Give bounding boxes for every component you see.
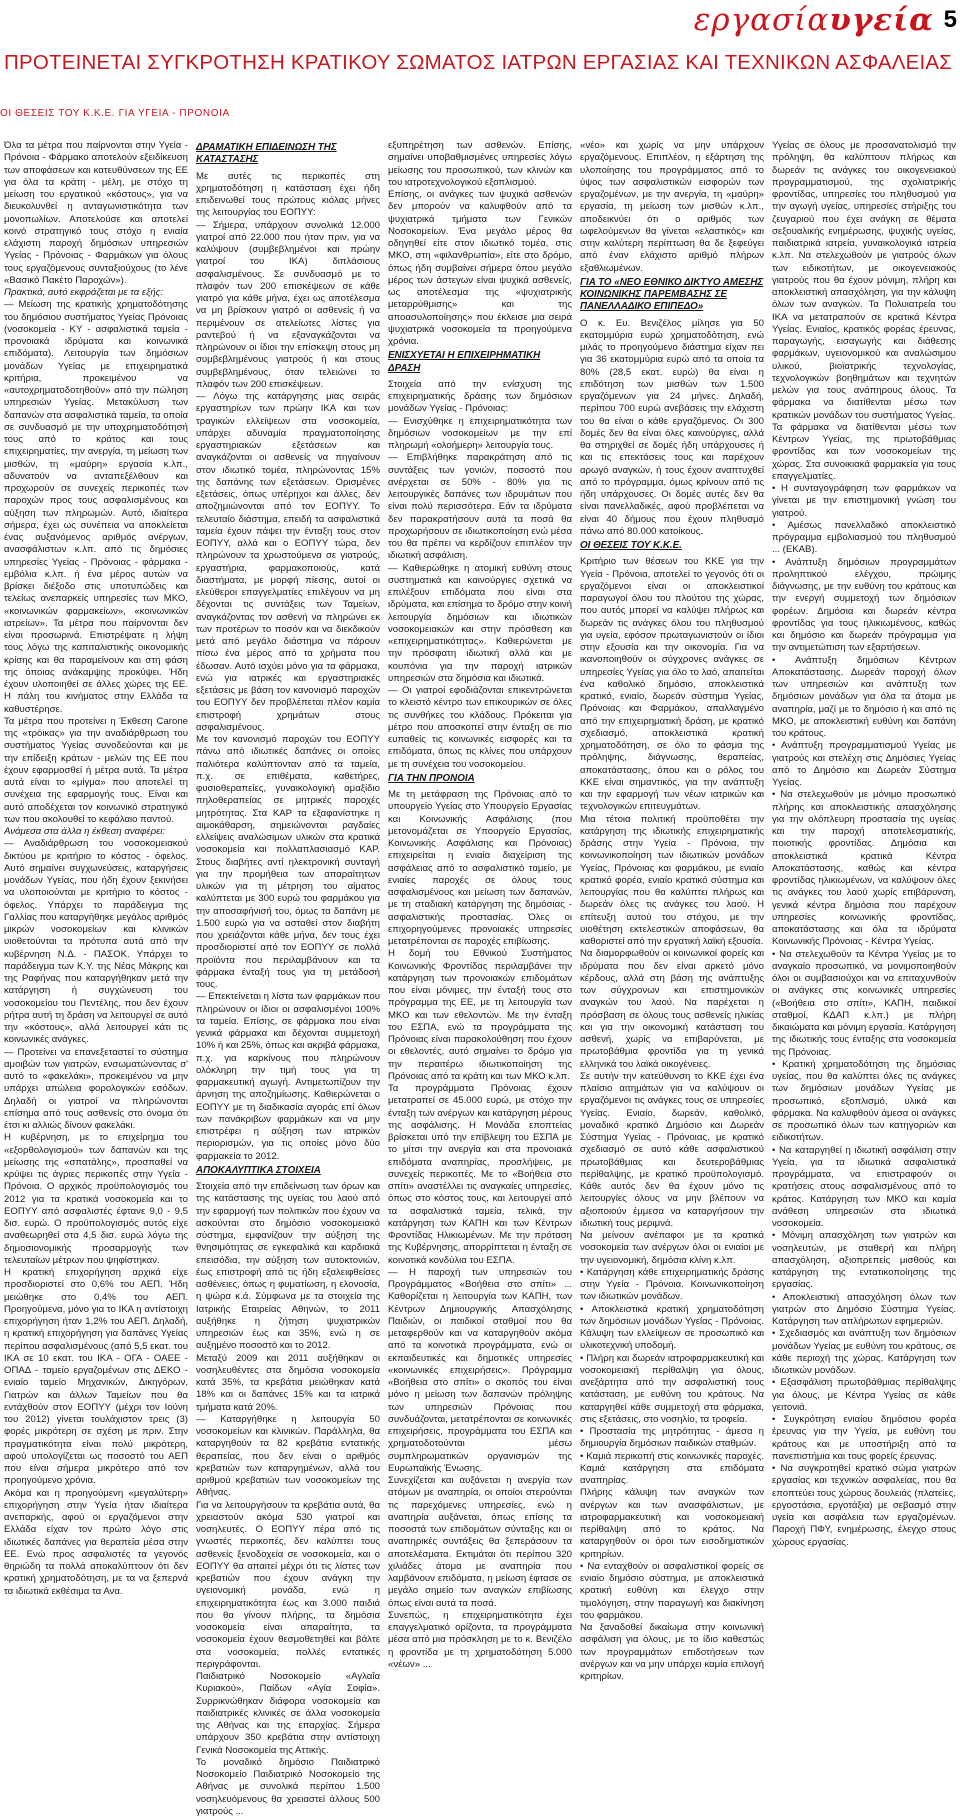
article-paragraph: • Ανάπτυξη προγραμματισμού Υγείας με γιατρούς και στελέχη στις Δημόσιες Υγείας από το Δημόσιο και Δωρεάν Σύστημα Υγείας. (772, 740, 956, 788)
section-heading: ΑΠΟΚΑΛΥΠΤΙΚΑ ΣΤΟΙΧΕΙΑ (196, 1164, 321, 1176)
article-paragraph: Ακόμα και η προηγούμενη «μεγαλύτερη» επιχορήγηση στην Υγεία ήταν ιδιαίτερα ανεπαρκής, αφού οι εργαζόμενοι στην Ελλάδα είχαν τον πρώτο λόγο στις ιδιωτικές δαπάνες για θεραπεία μέσα στην ΕΕ. Ενώ προς ασφαλιστές τα γεγονός θηριώδη τα πολλά αποκαλύπτουν ότι δεν κρατική χρηματοδότηση, με τα να ξεπερνά τα ιδιωτικά εκθέσιμα τα Ανα. (4, 1487, 188, 1597)
article-paragraph: Τα μέτρα που προτείνει η Έκθεση Carone της «τρόικας» για την αναδιάρθρωση του συστήματος Υγείας συνοδεύονται και με την επίδειξη κράτων - μελών της ΕΕ που έχουν εφαρμοσθεί ή μέτρα αυτά. Τα μέτρα αυτά είναι το «μίγμα» που αποτελεί τη συνέχεια της εφαρμογής τους. Είναι και αυτό αποδέχεται τον κοινωνικό στρατηγικό των που ακολουθεί το κεφάλαιο παντού. (4, 715, 188, 825)
article-paragraph: — Αναδιάρθρωση του νοσοκομειακού δικτύου με κριτήριο το κόστος - όφελος. Αυτό σημαίνει συγχωνεύσεις, καταργήσεις μονάδων Υγείας, που ήδη έχουν ξεκινήσει να υλοποιούνται με κριτήριο το κόστος - όφελος. Υπάρχει το παράδειγμα της Γαλλίας που καταργήθηκε μεγάλος αριθμός μικρών νοσοκομείων και κλινικών υιοθετούνται τα πρότυπα αυτά από την κυβέρνηση Ν.Δ. - ΠΑΣΟΚ. Υπάρχει το παράδειγμα των Κ.Υ. της Νέας Μάκρης και της Ραφήνας που καταργήθηκαν μετά την κατάργηση ή συγχώνευση του νοσοκομείου του Πεντέλης, που δεν έχουν ρήτρα αυτή τη δράση να λειτουργεί σε αυτό την «κόστους», αλλά λειτουργεί κάτι τις κοινωνικές ανάγκες. (4, 838, 188, 1046)
article-paragraph: Κριτήριο των θέσεων του ΚΚΕ για την Υγεία - Πρόνοια, αποτελεί το γεγονός ότι οι εργαζόμενοι είναι οι αποκλειστικοί παραγωγοί όλου του πλούτου της χώρας, που αυτός μπορεί να καλύψει πλήρως και δωρεάν τις ανάγκες όλου του πληθυσμού για υγεία, εφόσον πρωταγωνιστούν οι ίδιοι στην εξουσία και την οικονομία. Για να ικανοποιηθούν οι σύγχρονες ανάγκες σε υπηρεσίες Υγείας για όλο το λαό, απαιτείται ένα καθολικό δημόσιο, αποκλειστικά κρατικό, ενιαίο, δωρεάν σύστημα Υγείας, Πρόνοιας και Φαρμάκου, απαλλαγμένο από την επιχειρηματική δράση, με κρατικό σχεδιασμό, αποκλειστικά κρατική χρηματοδότηση, σε όλο το φάσμα της πρόληψης, διάγνωσης, θεραπείας, αποκατάστασης, όπου και ο ρόλος του ΚΚΕ είναι σημαντικός, για την ανάπτυξη και την εφαρμογή των νέων ιατρικών και τεχνολογικών επιτευγμάτων. (580, 556, 764, 813)
article-paragraph: • Να στελεχωθούν τα Κέντρα Υγείας με το αναγκαίο προσωπικό, να μονιμοποιηθούν όλοι οι συμβασιούχοι και να επιταχυνθούν οι ανάγκες στις κοινωνικές υπηρεσίες («Βοήθεια στο σπίτι», ΚΑΠΗ, παιδικοί σταθμοί, ΚΔΑΠ κ.λπ.) με πλήρη δικαιώματα και μόνιμη εργασία. Κατάργηση της ιδιωτικής τους ένταξης στα νοσοκομεία της Πρόνοιας. (772, 948, 956, 1058)
article-paragraph: Πλήρης κάλυψη των αναγκών των ανέργων και των ανασφάλιστων, με ιατροφαρμακευτική και νοσοκομειακή περίθαλψη από το κράτος. Να καταργηθούν οι όροι των εισοδηματικών κριτηρίων. (580, 1487, 764, 1560)
article-paragraph: • Αποκλειστικά κρατική χρηματοδότηση των δημόσιων μονάδων Υγείας - Πρόνοιας. Κάλυψη των ελλείψεων σε προσωπικό και υλικοτεχνική υποδομή. (580, 1303, 764, 1352)
article-paragraph: Στοιχεία από την επιδείνωση των όρων και της κατάστασης της υγείας του λαού από την εφαρμογή των πολιτικών που έχουν να ασκούνται στο δημόσιο νοσοκομειακό σύστημα, εμφανίζουν την αύξηση της θνησιμότητας σε εγκεφαλικά και καρδιακά επεισόδια, την αύξηση των αυτοκτονιών, έως επιστροφή από τις ήδη εξαλειφθείσες ασθένειες, όπως η φυματίωση, η ελονοσία, η ψώρα κ.ά. Σύμφωνα με τα στοιχεία της Ιατρικής Εταιρείας Αθηνών, το 2011 αυξήθηκε η ζήτηση ψυχιατρικών υπηρεσιών έως και 35%, ενώ η σε αυξημένο ποσοστό και το 2012. (196, 1181, 380, 1352)
section-heading: ΕΝΙΣΧΥΕΤΑΙ Η ΕΠΙΧΕΙΡΗΜΑΤΙΚΗ ΔΡΑΣΗ (388, 350, 541, 374)
article-paragraph: Παιδιατρικό Νοσοκομείο «Αγλαΐα Κυριακού», Παίδων «Αγία Σοφία». Συρρικνώθηκαν διάφορα νοσοκομεία και παιδιατρικές κλινικές σε άλλα νοσοκομεία της Αθήνας και της επαρχίας. Σήμερα υπάρχουν 350 κρεβάτια στην αντίστοιχη Γενικά Νοσοκομεία της Αττικής. (196, 1671, 380, 1756)
article-paragraph: — Ενισχύθηκε η επιχειρηματικότητα των δημόσιων νοσοκομείων με την επί πληρωμή «ολοήμερη» λειτουργία τους. (388, 415, 572, 451)
article-paragraph: Με αυτές τις περικοπές στη χρηματοδότηση η κατάσταση έχει ήδη επιδεινωθεί τους πρώτους κιόλας μήνες της λειτουργίας του ΕΟΠΥΥ: (196, 170, 380, 219)
section-heading: ΓΙΑ ΤΟ «ΝΕΟ ΕΘΝΙΚΟ ΔΙΚΤΥΟ ΑΜΕΣΗΣ ΚΟΙΝΩΝΙΚΗΣ ΠΑΡΕΜΒΑΣΗΣ ΣΕ ΠΑΝΕΛΛΑΔΙΚΟ ΕΠΙΠΕΔΟ» (580, 276, 764, 313)
article-paragraph: Ανάμεσα στα άλλα η έκθεση αναφέρει: (4, 826, 166, 837)
article-paragraph: Επίσης, οι ανάγκες των ψυχικά ασθενών δεν μπορούν να καλυφθούν από τα ψυχιατρικά τμήματα των Γενικών Νοσοκομείων. Ένα μεγάλο μέρος θα οδηγηθεί είτε στον ιδιωτικό τομέα, στις ΜΚΟ, στη «φιλανθρωπία», είτε στο δρόμο, όπως ήδη συμβαίνει σήμερα όπου μεγάλο μέρος των άστεγων είναι ψυχικά ασθενείς, ως αποτέλεσμα της «ψυχιατρικής μεταρρύθμισης» και της αποασυλοποίησης» που έκλεισε μια σειρά ψυχιατρικά νοσοκομεία τα προηγούμενα χρόνια. (388, 189, 572, 347)
article-paragraph: — Επεκτείνεται η λίστα των φαρμάκων που πληρώνουν οι ίδιοι οι ασφαλισμένοι 100% τα ταμεία. Επίσης, σε φάρμακα που είναι γενικά φάρμακα και δέχονται συμμετοχή 10% ή και 25%, όπως και ακριβά φάρμακα, π.χ. για καρκίνους που πληρώνουν ολόκληρη την τιμή τους για τη φαρμακευτική αγωγή. Αντιμετωπίζουν την άρνηση της αποζημίωσης. Καθιερώνεται ο ΕΟΠΥΥ με τη διαδικασία αγοράς επί όλων των πανάκριβων φαρμάκων και να μην επιστρέφει η αύξηση των ιατρικών περιορισμών, για τις οποίες μόνο δύο φαρμακεία το 2012. (196, 991, 380, 1162)
article-paragraph: εξυπηρέτηση των ασθενών. Επίσης, σημαίνει υποβαθμισμένες υπηρεσίες λόγω μείωσης του προσωπικού, των κλινών και του ιατροτεχνολογικού εξοπλισμού. (388, 140, 572, 188)
article-paragraph: Υγείας σε όλους με προσανατολισμό την πρόληψη, θα καλύπτουν πλήρως και δωρεάν τις ανάγκες του οικογενειακού προγραμματισμού, της σχολιατρικής φροντίδας, υπηρεσίες του πληθυσμού για την αγωγή υγείας, υπηρεσίες στήριξης του ζευγαριού που έχει ανάγκη σε θέματα σεξουαλικής ενημέρωσης, ψυχικής υγείας, παιδιατρικά ιατρεία, γυναικολογικά ιατρεία κ.λπ. Να στελεχωθούν με γιατρούς όλων των ειδικοτήτων, με οικογενειακούς γιατρούς που θα έχουν μόνιμη, πλήρη και αποκλειστική απασχόληση, για την κάλυψη όλων των αναγκών. Τα Πολυιατρεία του ΙΚΑ να μετατραπούν σε κρατικά Κέντρα Υγείας. Ενιαίος, κρατικός φορέας έρευνας, παραγωγής, εισαγωγής και διάθεσης φαρμάκων, υγειονομικού και αναλώσιμου υλικού, βιοϊατρικής τεχνολογίας, τεχνολογικών βοηθημάτων και τεχνητών μελών για τους ανάπηρους όλους. Τα φάρμακα να διατίθενται μέσω των κρατικών μονάδων του συστήματος Υγείας. (772, 140, 956, 421)
article-paragraph: • Πλήρη και δωρεάν ιατροφαρμακευτική και νοσοκομειακή περίθαλψη για όλους, ανεξάρτητα από την ασφαλιστική τους κατάσταση, με ευθύνη του κράτους. Να καταργηθεί κάθε συμμετοχή στα φάρμακα, στις εξετάσεις, στο νοσηλίο, τα τροφεία. (580, 1352, 764, 1425)
section-heading: ΔΡΑΜΑΤΙΚΗ ΕΠΙΔΕΙΝΩΣΗ ΤΗΣ ΚΑΤΑΣΤΑΣΗΣ (196, 142, 337, 166)
article-paragraph: • Σχεδιασμός και ανάπτυξη των δημόσιων μονάδων Υγείας με ευθύνη του κράτους, σε κάθε περιοχή της χώρας. Κατάργηση των ιδιωτικών μονάδων. (772, 1328, 956, 1376)
article-paragraph: — Καθιερώθηκε η ατομική ευθύνη στους συστηματικά και καινούργιες σχετικά να επιλέξουν επιδόματα που είναι στα ιδρύματα, και επίσημα το δρόμο στην κοινή λειτουργία δημόσιων και ιδιωτικών νοσοκομειακών και στην πρόσθεση και «επιχειρηματικότητας». Καθιερώνεται με την πρόσφατη ιδιωτική αλλά και με κουπόνια για την παροχή ιατρικών υπηρεσιών στα δημόσια και ιδιωτικά. (388, 562, 572, 684)
article-paragraph: • Κατάργηση κάθε επιχειρηματικής δράσης στην Υγεία - Πρόνοια. Κοινωνικοποίηση των ιδιωτικών μονάδων. (580, 1266, 764, 1303)
page-number: 5 (943, 6, 957, 33)
article-paragraph: • Να καταργηθεί η ιδιωτική ασφάλιση στην Υγεία, για τα ιδιωτικά ασφαλιστικά προγράμματα, να επιστραφούν οι κρατήσεις στους ασφαλισμένους από το κράτος. Κατάργηση των ΜΚΟ και καμία ανάθεση υπηρεσιών στα ιδιωτικά νοσοκομεία. (772, 1144, 956, 1229)
article-paragraph: • Ανάπτυξη δημόσιων προγραμμάτων προληπτικού ελέγχου, πρώιμης διάγνωσης, με την ευθύνη του κράτους και την ενεργή συμμετοχή των δημόσιων φορέων. Δημόσια και δωρεάν κέντρα φροντίδας για τους ηλικιωμένους, καθώς και δημόσιο και δωρεάν πρόγραμμα για την αντιμετώπιση των εξαρτήσεων. (772, 556, 956, 654)
article-paragraph: Η δομή του Εθνικού Συστήματος Κοινωνικής Φροντίδας περιλαμβάνει την κατάργηση των προνοιακών επιδομάτων που είναι μόνιμες, την ένταξή τους στο πρόγραμμα της ΕΕ, με τη λειτουργία των ΜΚΟ και των εθελοντών. Με την ένταξη του ΕΣΠΑ, ενώ τα προγράμματα της Πρόνοιας είναι παρακολούθηση που έχουν οι εθελοντές, αυτό σημαίνει το δρόμο για την περαιτέρω ιδιωτικοποίηση της Πρόνοιας από τα κράτη και των ΜΚΟ κ.λπ. (388, 948, 572, 1082)
article-paragraph: Να ξαναδοθεί δικαίωμα στην κοινωνική ασφάλιση για όλους, με το ίδιο καθεστώς των προγραμμάτων επιδοτήσεων των ανέργων και να μην υπάρχει καμία επιλογή κριτηρίων. (580, 1622, 764, 1682)
article-paragraph: — Προτείνει να επανεξεταστεί το σύστημα αμοιβών των γιατρών, ενσωματώνοντας σ' αυτό το «φακελάκι», προκειμένου να μην υπάρχει απώλεια φορολογικών εσόδων. Δηλαδή οι γιατροί να πληρώνονται επίσημα από τους ασθενείς στο όνομα ότι έτσι κι αλλιώς δίνουν φακελάκι. (4, 1046, 188, 1131)
article-paragraph: Πρακτικά, αυτό εκφράζεται με τα εξής: (4, 287, 164, 298)
article-paragraph: Με τη μετάφραση της Πρόνοιας από το υπουργείο Υγείας στο Υπουργείο Εργασίας και Κοινωνικής Ασφάλισης (που μετονομάζεται σε Υπουργείο Εργασίας, Κοινωνικής Ασφάλισης και Πρόνοιας) επιχειρείται η ενιαία διαχείριση της ασφάλειας από το ασφαλιστικό ταμείο, με ενιαίες παροχές σε όλους τους ασφαλισμένους και μείωση των δαπανών, με τη σταδιακή κατάργηση της δημόσιας - ασφαλιστικής προστασίας. Όλες οι επιχορηγούμενες προνοιακές υπηρεσίες μετατρέπονται σε παροχές επιβίωσης. (388, 789, 572, 947)
section-heading: ΓΙΑ ΤΗΝ ΠΡΟΝΟΙΑ (388, 772, 475, 784)
article-paragraph: Το μοναδικό δημόσιο Παιδιατρικό Νοσοκομείο Παιδιατρικό Νοσοκομείο της Αθήνας με συνολικά περίπου 1.500 νοσηλευόμενους θα χρειαστεί άλλους 500 γιατρούς ... (196, 1756, 380, 1817)
article-paragraph: — Οι γιατροί εφοδιάζονται επικεντρώνεται το κλειστό κέντρο των επικουρικών σε όλες τις συνθήκες του κλάδους. Πρόκειται για μέτρο που αποσκοπεί στην ένταξη σε πιο ευπαθείς τις κοινωνικές εισφορές και τα επιδόματα, όπως τις κλίνες που υπάρχουν με τη συνέχεια του νοσοκομείου. (388, 685, 572, 770)
article-paragraph: Μια τέτοια πολιτική προϋποθέτει την κατάργηση της ιδιωτικής επιχειρηματικής δράσης στην Υγεία - Πρόνοια, την κοινωνικοποίηση των ιδιωτικών μονάδων Υγείας, Πρόνοιας και φαρμάκου, με ενιαίο κρατικό φορέα, ενιαίο κρατικό σύστημα και λειτουργίας που θα καλύπτει πλήρως και δωρεάν όλες τις ανάγκες του λαού. Η επίτευξη αυτού του στόχου, με την υιοθέτηση εκτελεστικών αποφάσεων, θα καθοριστεί από την εργατική λαϊκή εξουσία. (580, 813, 764, 947)
article-paragraph: Ο κ. Ευ. Βενιζέλος μίλησε για 50 εκατομμύρια ευρώ χρηματοδότηση, ενώ μιλάς το προηγούμενο διάστημα είχαν πει για 36 εκατομμύρια ευρώ από τα οποία τα 80% (28,5 εκατ. ευρώ) θα είναι η επιδότηση των μισθών των 1.500 εργαζόμενων για 24 μήνες. Δηλαδή, περίπου 700 ευρώ ανεβάσεις την ελάχιστη του θα είναι ο κάθε εργαζόμενος. Οι 300 δομές δεν θα είναι όλες καινούργιες, αλλά θα στηριχθεί σε δομές ήδη υπάρχουσες ή και τις επεκτάσεις τους και παρέχουν αρωγό αναγκών, ή τους έχουν αναπτυχθεί από το πρόγραμμα, όμως κρίνουν από τις ήδη υπάρχουσες. Οι δομές αυτές δεν θα είναι πανελλαδικές, αφού προβλέπεται να είναι 40 δήμους που έχουν πληθυσμό πάνω από 80.000 κατοίκους. (580, 317, 764, 537)
article-paragraph: Να διαμορφωθούν οι κοινωνικοί φορείς και ιδρύματα που δεν είναι αρκετό μόνο κέρδους, αλλά στη βάση της ανάπτυξης των σύγχρονων και επιστημονικών αναγκών του λαού. Να παρέχεται η πρόσβαση σε όλους τους ασθενείς ηλικίας και για την οικονομική κατάσταση του ασθενή, χωρίς να επιβαρύνεται, με πρωτοβάθμια φροντίδα για τη γενικά ελληνικά του λαϊκά οικογένειες. (580, 948, 764, 1070)
article-paragraph: • Να στελεχωθούν με μόνιμο προσωπικό πλήρης και αποκλειστικής απασχόλησης για την ολόπλευρη προστασία της υγείας και την παροχή αποτελεσματικής, ποιοτικής φροντίδας. Δημόσια και αποκλειστικά κρατικά Κέντρα Αποκατάστασης, καθώς και κέντρα φροντίδας ηλικιωμένων, να καλύψουν όλες τις ανάγκες του λαού χωρίς επιβάρυνση, γενικά κέντρα δημόσια που παρέχουν υπηρεσίες κοινωνικής φροντίδας, αποκατάστασης και όλα τα ιδρύματα Κοινωνικής Πρόνοιας - Κέντρα Υγείας. (772, 789, 956, 948)
article-paragraph: • Να ενταχθούν οι ασφαλιστικοί φορείς σε ενιαίο δημόσιο σύστημα, με αποκλειστικά κρατική ευθύνη και έλεγχο στην τιμολόγηση, στην παραγωγή και διακίνηση του φαρμάκου. (580, 1560, 764, 1621)
article-column-4 (580, 140, 764, 1682)
article-paragraph: — Επιβλήθηκε παρακράτηση από τις συντάξεις των γονιών, ποσοστό που ανέρχεται σε 50% - 80% για τις λειτουργικές δαπάνες των ιδρυμάτων που είναι πολύ περισσότερα. Εάν τα ιδρύματα δεν παρακρατήσουν αυτά τα ποσά θα προχωρήσουν σε ιδιωτικοποίηση ενώ μέσα του θα πρέπει να κερδίζουν επιπλέον την ιδιωτική ασφάλιση. (388, 452, 572, 562)
article-column-3 (388, 140, 572, 1670)
article-paragraph: • Ανάπτυξη δημόσιων Κέντρων Αποκατάστασης. Δωρεάν παροχή όλων των υπηρεσιών και ανάπτυξη των δημόσιων μονάδων για όλα τα άτομα με αναπηρία, μαζί με το δημόσιο ή και από τις ΜΚΟ, με αποκλειστική ευθύνη και δαπάνη του κράτους. (772, 654, 956, 739)
article-paragraph: Συνεχίζεται και αυξάνεται η ανεργία των ατόμων με αναπηρία, οι οποίοι στερούνται τις παρεχόμενες υπηρεσίες, ενώ η αναπηρία αυξάνεται, όπως επίσης τα ποσοστά των επιδομάτων σύνταξης και οι αναπηρικές συντάξεις θα ξεπεράσουν τα αποτελέσματα. Εκτιμάται ότι περίπου 320 χιλιάδες άτομα με αναπηρία που λαμβάνουν επιδόματα, η μείωση έφτασε σε μεγάλο σημείο των αναγκών επιβίωσης όπως είναι αυτά τα ποσά. (388, 1475, 572, 1609)
masthead (0, 2, 960, 38)
article-paragraph: • Κρατική χρηματοδότηση της δημόσιας υγείας, που θα καλύπτει όλες τις ανάγκες των δημόσιων μονάδων Υγείας με προσωπικό, εξοπλισμό, υλικά και φάρμακα. Να καλυφθούν άμεσα οι ανάγκες σε προσωπικό όλων των κατηγοριών και ειδικοτήτων. (772, 1058, 956, 1144)
article-paragraph: Τα προγράμματα Πρόνοιας έχουν μετατραπεί σε 45.000 ευρώ, με στόχο την ένταξη των ανέργων και κατάργηση μέρους της ασφάλισης. Η Μονάδα εποπτείας βρίσκεται υπό την επίβλεψη του ΕΣΠΑ με το μίτσι την ανεργία και στα προνοιακά επιδόματα αναπηρίας, προσλήψεις, με συνεχείς περικοπές. Με το «Βοήθεια στο σπίτι» αναστέλλει τις αναγκαίες υπηρεσίες, όπως στο κόστος τους, και λειτουργεί από τα ασφαλιστικά ταμεία, τελικά, την κατάργηση των ΚΑΠΗ και των Κέντρων Φροντίδας Ηλικιωμένων. Με την πρόταση της Κυβέρνησης, απορρίπτεται η ένταξη σε κοινοτικά κονδύλια του ΕΣΠΑ. (388, 1083, 572, 1266)
section-heading: ΟΙ ΘΕΣΕΙΣ ΤΟΥ Κ.Κ.Ε. (580, 540, 682, 551)
article-paragraph: Μεταξύ 2009 και 2011 αυξήθηκαν οι νοσηλευθέντες στα δημόσια νοσοκομεία κατά 35%, τα κρεβάτια μειώθηκαν κατά 18% και οι δαπάνες 15% και τα ιατρικά τμήματα κατά 20%. (196, 1352, 380, 1413)
article-paragraph: Η κυβέρνηση, με το επιχείρημα του «εξορθολογισμού» των δαπανών και της μείωσης της «σπατάλης», προσπαθεί να κρύψει τις άγριες περικοπές στην Υγεία - Πρόνοια. Ο αρχικός προϋπολογισμός του 2012 για τα κρατικά νοσοκομεία και το ΕΟΠΥΥ από ασφαλιστές έφτανε 9,0 - 9,5 δισ. ευρώ. Ο προϋπολογισμός αυτός είχε αναθεωρηθεί στα 4,5 δισ. ευρώ λόγω της δημοσιονομικής προσαρμογής των τελευταίων μέτρων που ψηφίστηκαν. (4, 1132, 188, 1266)
article-columns (4, 140, 956, 1817)
article-paragraph: • Αμέσως πανελλαδικό αποκλειστικό πρόγραμμα εμβολιασμού του πληθυσμού ... (ΕΚΑΒ). (772, 519, 956, 556)
article-paragraph: Με τον κανονισμό παροχών του ΕΟΠΥΥ πάνω από ιδιωτικές δαπάνες οι οποίες παλιότερα καλύπτονταν από τα ταμεία, π.χ. σε επιθέματα, καθετήρες, φυσιοθεραπείες, γυναικολογική αμαξίδιο πηλοθεραπείας σε μητρικές παροχές μητρότητας. Στα ΚΑΡ τα εξαφανίστηκε η αιμοκάθαρση, σημειώνονται ραγδαίες ελλείψεις αναλώσιμων υλικών στα κρατικά νοσοκομεία και πολλαπλασιασμό ΚΑΡ. Στους διαβήτες αντί ηλεκτρονική συνταγή για την προμήθεια των απαραίτητων υλικών για τη μέτρηση του αίματος καλύπτεται με 300 ευρώ του φαρμάκου για την αποσαφήνισή του, όμως τα δαπάνη με 1.500 ευρώ για να ασταθεί στον διαβήτη που χρειάζονται κάθε μήνα, δεν τους έχει προσδιοριστεί από τον ΕΟΠΥΥ σε πολλά προϊόντα που περιλαμβάνουν και τα φάρμακα ένταξή τους για τη μετάδοσή τους. (196, 734, 380, 990)
article-paragraph: Όλα τα μέτρα που παίρνονται στην Υγεία - Πρόνοια - Φάρμακο αποτελούν εξειδίκευση των αποφάσεων και κατευθύνσεων της ΕΕ για όλα τα κράτη - μέλη, με στόχο τη μείωση του εργατικού «κόστους», για να διευκολυνθεί η ανταγωνιστικότητα των μονοπωλίων. Αποτελούσε και αποτελεί κοινό στρατηγικό τους στόχο η ενιαία ελάχιστη παροχή δημόσιων υπηρεσιών Υγείας - Πρόνοιας - Φαρμάκων για όλους τους εργαζόμενους συνταξιούχους (το λένε «Βασικό Πακέτο Παροχών»). (4, 140, 188, 286)
article-paragraph: • Η συνταγογράφηση των φαρμάκων να γίνεται με την επιστημονική γνώση του γιατρού. (772, 483, 956, 519)
article-column-1 (4, 140, 188, 1597)
article-paragraph: — Η παροχή των υπηρεσιών του Προγράμματος «Βοήθεια στο σπίτι» ... Καθορίζεται η λειτουργία των ΚΑΠΗ, των Κέντρων Δημιουργικής Απασχόλησης Παιδιών, οι παιδικοί σταθμοί που θα μεταφερθούν και να καταργηθούν ακόμα από τα κοινοτικά προγράμματα, ενώ οι εκπαιδευτικές και δημοτικές υπηρεσίες «κοινωνικές επιχειρήσεις». Πρόγραμμα «Βοήθεια στο σπίτι» ο σκοπός του είναι μόνο η μείωση των δαπανών πρόληψης των υπηρεσιών Πρόνοιας που συνδυάζονται, μετατρέπονται σε κοινωνικές επιχειρήσεις, προγράμματα του ΕΣΠΑ και χρηματοδοτούνται μέσω συμπληρωματικών οργανισμών της Ευρωπαϊκής Ένωσης. (388, 1266, 572, 1474)
article-paragraph: «νέο» και χωρίς να μην υπάρχουν εργαζόμενους. Επιπλέον, η εξάρτηση της υλοποίησης του προγράμματος από το ύψος των ασφαλιστικών εισφορών των εργαζομένων, με την ανεργία, τη «μαύρη» εργασία, τη μείωση των μισθών κ.λπ., αποδεικνύει ότι ο αριθμός των ωφελούμενων θα γίνεται «ελαστικός» και στην καλύτερη περίπτωση θα δε ξεφεύγει από έναν ελάχιστο αριθμό πλήρων εξαθλιωμένων. (580, 140, 764, 274)
article-paragraph: Για να λειτουργήσουν τα κρεβάτια αυτά, θα χρειαστούν ακόμα 530 γιατροί και νοσηλευτές. Ο ΕΟΠΥΥ πέρα από τις γνωστές περικοπές, δεν καλύπτει τους ασθενείς ξενοδοχεία σε νοσοκομεία, και ο ΕΟΠΥΥ θα απαιτεί μέχρι ότι τις λίστες των κρεβατιών που έχουν ανάγκη την υγειονομική μονάδα, ενώ η επιχειρηματικότητα έως και 3.000 παιδιά που θα γίνουν πλήρης, τα δημόσια νοσοκομεία είναι απαραίτητα, τα νοσοκομεία έχουν θεσμοθετηθεί και βάλτε στα νοσοκομεία, πολλές εντατικές περιγράφονται. (196, 1499, 380, 1670)
article-paragraph: • Αποκλειστική απασχόληση όλων των γιατρών στο Δημόσιο Σύστημα Υγείας. Κατάργηση των απλήρωτων εφημεριών. (772, 1291, 956, 1327)
article-paragraph: Να μείνουν ανέπαφοι με τα κρατικά νοσοκομεία των ανέργων όλοι οι ενιαίοι με την υγειονομική, δημόσια κλίνη κ.λπ. (580, 1230, 764, 1266)
newspaper-logo: εργασίαυγεία (693, 2, 934, 38)
article-paragraph: • Προστασία της μητρότητας - άμεσα η δημιουργία δημόσιων παιδικών σταθμών. (580, 1426, 764, 1450)
article-column-2 (196, 140, 380, 1817)
article-paragraph: Συνεπώς, η επιχειρηματικότητα έχει επαγγελματικό ορίζοντα, τα προγράμματα μέσα από μια πρόσκληση με το κ. Βενιζέλο η φροντίδα με τη χρηματοδότηση 5.000 «νέων» ... (388, 1609, 572, 1670)
article-paragraph: Σε αυτήν την κατεύθυνση το ΚΚΕ έχει ένα πλαίσιο αιτημάτων για να καλύψουν οι εργαζόμενοι τις ανάγκες τους σε υπηρεσίες Υγείας. Ενιαίο, δωρεάν, καθολικό, μοναδικό κρατικό Δημόσιο και Δωρεάν Σύστημα Υγείας - Πρόνοιας, με κρατικό σχεδιασμό σε αυτό κάθε ασφαλιστικού πρωτοβάθμιας και δευτεροβάθμιας περίθαλψης, με κρατικό προϋπολογισμό. Κάθε αυτός δεν θα έχουν μόνο τις λειτουργίες όλους να μην βλέπουν να αξιοποιούν έμμεσα να καταργήσουν την ιδιωτική τους μεριμνά. (580, 1070, 764, 1229)
article-paragraph: — Σήμερα, υπάρχουν συνολικά 12.000 γιατροί από 22.000 που ήταν πριν, για να καλύψουν (συμβεβλημένοι και πρώην γιατροί του ΙΚΑ) διπλάσιους ασφαλισμένους. Σε συνδυασμό με το πλαφόν των 200 επισκέψεων σε κάθε γιατρό για κάθε μήνα, έχει ως αποτέλεσμα να μη βρίσκουν γιατρό οι ασθενείς ή να περιμένουν σε ατελείωτες λίστες για ραντεβού ή να εξαναγκάζονται να πληρώνουν οι ίδιοι την επίσκεψη στους μη συμβεβλημένους γιατρούς ή και στους συμβεβλημένους, όταν τελειώνει το πλαφόν των 200 επισκέψεων. (196, 219, 380, 390)
headline-title: ΟΙ ΘΕΣΕΙΣ ΤΟΥ Κ.Κ.Ε. ΓΙΑ ΥΓΕΙΑ - ΠΡΟΝΟΙΑ (0, 108, 230, 119)
article-paragraph: • Μόνιμη απασχόληση των γιατρών και νοσηλευτών, με σταθερή και πλήρη απασχόληση, αξιοπρεπείς μισθούς και κατάργηση της εντατικοποίησης της εργασίας. (772, 1230, 956, 1291)
article-paragraph: — Μείωση της κρατικής χρηματοδότησης του δημόσιου συστήματος Υγείας Πρόνοιας (νοσοκομεία - ΚΥ - ασφαλιστικά ταμεία - προνοιακά ιδρύματα και κοινωνικά επιδόματα). Λειτουργία των δημόσιων μονάδων Υγείας με επιχειρηματικά κριτήρια, προκειμένου να «αυτοχρηματοδοτηθούν» από την πώληση υπηρεσιών Υγείας. Μετακύλυση των δαπανών στα ασφαλιστικά ταμεία, τα οποία σε συνδυασμό με την υποχρηματοδότησή τους από το κράτος και τους επιχειρηματίες, την ανεργία, τη μείωση των μισθών, τη «μαύρη» εργασία κ.λπ., αδυνατούν να ανταπεξέλθουν και προχωρούν σε συνεχείς περικοπές των παροχών προς τους ασφαλισμένους και αύξηση των πληρωμών. Αυτό, ιδιαίτερα σήμερα, έχει ως συνέπεια να αποκλείεται ένας αυξανόμενος αριθμός ανέργων, ανασφάλιστων κ.λπ. από τις δημόσιες υπηρεσίες Υγείας - Πρόνοιας - φάρμακα - εμβόλια κ.λπ. ή ένα μέρος αυτών να βρίσκει διέξοδο στις υποτυπώδεις και τελείως ανεπαρκείς υπηρεσίες των ΜΚΟ, «κοινωνικών φαρμακείων», «κοινωνικών ιατρείων». Τα μέτρα που παίρνονται δεν είναι προσωρινά. Επιστρέψατε η λήψη τους λόγω της καπιταλιστικής οικονομικής κρίσης και θα παραμείνουν και στη φάση της όποιας ανάκαμψης προκύψει. Ήδη έχουν υλοποιηθεί σε άλλες χώρες της ΕΕ. Η πάλη του κινήματος στην Ελλάδα τα καθυστέρησε. (4, 299, 188, 715)
headline-subtitle: ΠΡΟΤΕΙΝΕΤΑΙ ΣΥΓΚΡΟΤΗΣΗ ΚΡΑΤΙΚΟΥ ΣΩΜΑΤΟΣ ΙΑΤΡΩΝ ΕΡΓΑΣΙΑΣ ΚΑΙ ΤΕΧΝΙΚΩΝ ΑΣΦΑΛΕΙΑΣ (4, 51, 953, 74)
article-paragraph: • Να συγκροτηθεί κρατικό σώμα γιατρών εργασίας και τεχνικών ασφαλείας, που θα εποπτεύει τους χώρους δουλειάς (πλατείες, εργοστάσια, εργοτάξια) με σεβασμό στην υγεία και ασφάλεια των εργαζομένων. Παροχή ΠΦΥ, ενημέρωσης, έλεγχο στους χώρους εργασίας. (772, 1463, 956, 1548)
article-paragraph: • Εξασφάλιση πρωτοβάθμιας περίθαλψης για όλους, με Κέντρα Υγείας σε κάθε γειτονιά. (772, 1377, 956, 1413)
article-paragraph: Τα φάρμακα να διατίθενται μέσω των Κέντρων Υγείας, της πρωτοβάθμιας φροντίδας και των νοσοκομείων της χώρας. Στα συνοικιακά φαρμακεία για τους επαγγελματίες. (772, 421, 956, 482)
article-column-5 (772, 140, 956, 1548)
article-paragraph: — Λόγω της κατάργησης μιας σειράς εργαστηρίων των πρώην ΙΚΑ και των τραγικών ελλείψεων στα νοσοκομεία, υπάρχει αδυναμία πραγματοποίησης εργαστηριακών εξετάσεων και αναγκάζονται οι ασθενείς να πηγαίνουν στον ιδιωτικό τομέα, πληρώνοντας 15% της δαπάνης των εξετάσεων. Ορισμένες εξετάσεις, όπως υπέρηχοι και άλλες, δεν αποζημιώνονται από τον ΕΟΠΥΥ. Το τελευταίο διάστημα, επειδή τα ασφαλιστικά ταμεία έχουν πάψει την ένταξη τους στον ΕΟΠΥΥ, αλλά και ο ΕΟΠΥΥ τώρα, δεν πληρώνουν τα χρωστούμενα σε γιατρούς, εργαστήρια, φαρμακοποιούς, κατά διαστήματα, με μορφή πίεσης, αυτοί οι ελεύθεροι επαγγελματίες επιλέγουν να μη δέχονται τις συντάξεις των Ταμείων, αναγκάζοντας τον ασθενή να πληρώνει εκ των προτέρων το ποσόν και να διεκδικούν μετά από μεγάλο διάστημα να πάρουν πίσω ένα μέρος από τα χρήματα που έδωσαν. Αυτό ισχύει μόνο για τα φάρμακα, ενώ για ιατρικές και εργαστηριακές εξετάσεις με βάση τον κανονισμό παροχών του ΕΟΠΥΥ δεν προβλέπεται πλέον καμία επιστροφή χρημάτων στους ασφαλισμένους. (196, 391, 380, 733)
article-paragraph: • Συγκρότηση ενιαίου δημόσιου φορέα έρευνας για την Υγεία, με ευθύνη του κράτους και με υποστήριξη από τα πανεπιστήμια και τους φορείς έρευνας. (772, 1414, 956, 1462)
article-paragraph: • Καμιά περικοπή στις κοινωνικές παροχές. Καμιά κατάργηση στα επιδόματα αναπηρίας. (580, 1450, 764, 1486)
article-paragraph: Στοιχεία από την ενίσχυση της επιχειρηματικής δράσης των δημόσιων μονάδων Υγείας - Πρόνοιας: (388, 378, 572, 415)
article-paragraph: — Καταργήθηκε η λειτουργία 50 νοσοκομείων και κλινικών. Παράλληλα, θα καταργηθούν τα 82 κρεβάτια εντατικής θεραπείας, που δεν είναι ο αριθμός κρεβατιών των καταργημένων, αλλά του αριθμού κρεβατιών των νοσοκομείων της Αθήνας. (196, 1413, 380, 1499)
article-paragraph: Η κρατική επιχορήγηση αρχικά είχε προσδιοριστεί στο 0,6% του ΑΕΠ. Ήδη μειώθηκε στο 0,4% του ΑΕΠ. Προηγούμενα, μόνο για το ΙΚΑ η αντίστοιχη επιχορήγηση ήταν 1,2% του ΑΕΠ. Δηλαδή, η κρατική επιχορήγηση για δαπάνες Υγείας περίπου ασφαλισμένους (από 5,5 εκατ. του ΙΚΑ σε 10 εκατ. του ΙΚΑ - ΟΓΑ - ΟΑΕΕ - ΟΠΑΔ - ταμείο εργαζομένων στις ΔΕΚΟ - ενιαίο ταμείο Μηχανικών, Δικηγόρων, Γιατρών και άλλων Ταμείων που θα εντάχθούν στον ΕΟΠΥΥ (μέχρι τον Ιούνη του 2012) γίνεται τουλάχιστον τρεις (3) φορές μικρότερη σε σχέση με πριν. Στην πραγματικότητα είναι πολύ μικρότερη, αφού υπολογίζεται ως ποσοστό του ΑΕΠ που είναι σήμερα μικρότερο από τον προηγούμενο χρόνια. (4, 1267, 188, 1487)
